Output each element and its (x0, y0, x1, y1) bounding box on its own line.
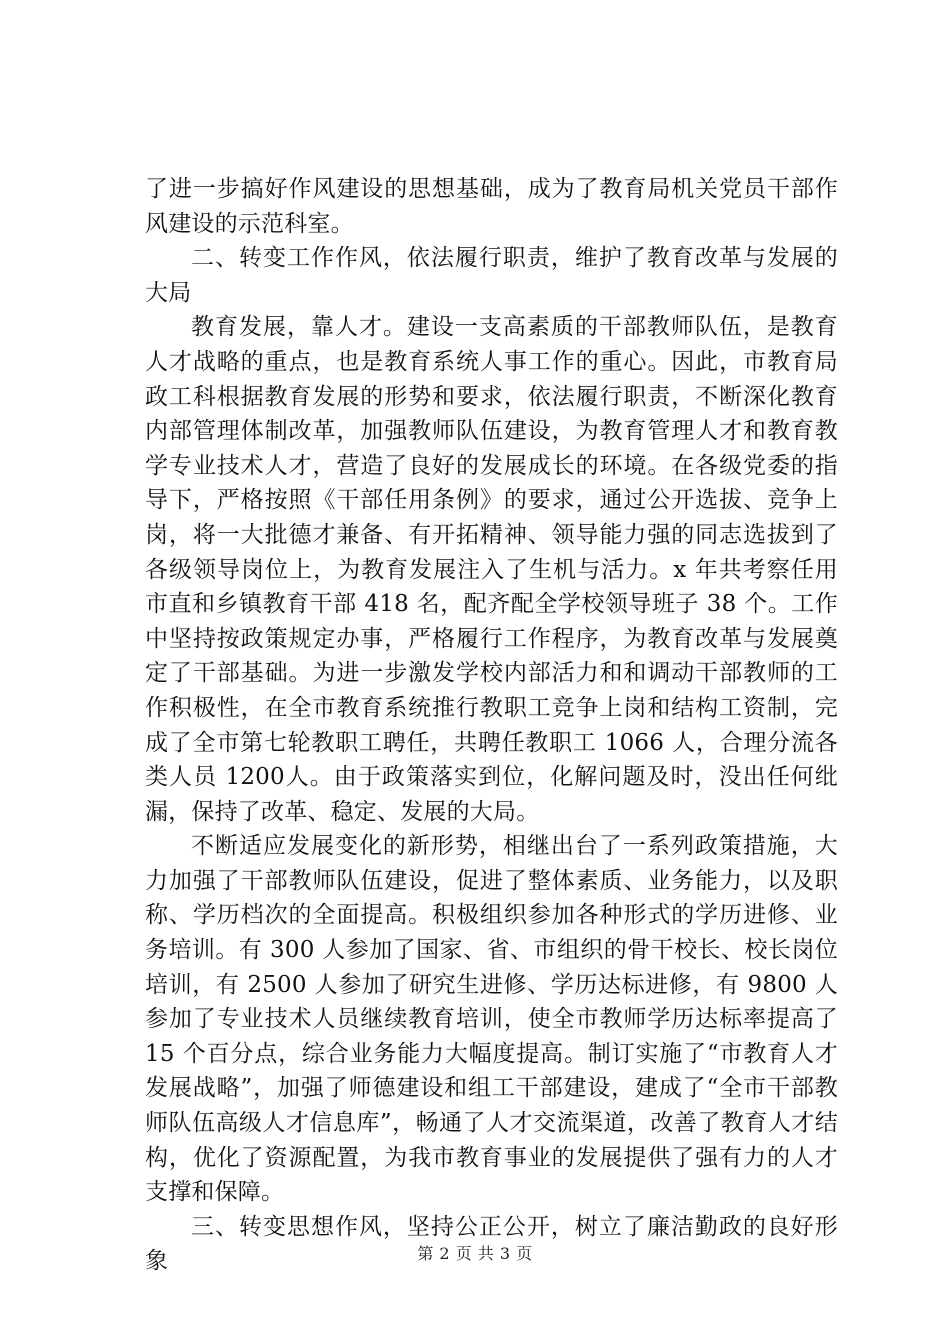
section-heading-3: 三、转变思想作风，坚持公正公开，树立了廉洁勤政的良好形象 (145, 1213, 838, 1275)
section-heading-2: 二、转变工作作风，依法履行职责，维护了教育改革与发展的大局 (145, 245, 838, 306)
page-footer: 第 2 页 共 3 页 (417, 1244, 533, 1263)
paragraph-training: 不断适应发展变化的新形势，相继出台了一系列政策措施，大力加强了干部教师队伍建设，促进了整体素质、业务能力，以及职称、学历档次的全面提高。积极组织参加各种形式的学历进修、业务培训。有 300 人参加了国家、省、市组织的骨干校长、校长岗位培训，有 2500 人参加了研究生进修、学历达标进修，有 9800 人参加了专业技术人员继续教育培训，使全市教师学历达标率提高了 15 个百分点，综合业务能力大幅度提高。制订实施了“市教育人才发展战略”，加强了师德建设和组工干部建设，建成了“全市干部教师队伍高级人才信息库”，畅通了人才交流渠道，改善了教育人才结构，优化了资源配置，为我市教育事业的发展提供了强有力的人才支撑和保障。 (145, 833, 838, 1206)
document-body (145, 172, 838, 1279)
paragraph-continuation: 了进一步搞好作风建设的思想基础，成为了教育局机关党员干部作风建设的示范科室。 (145, 176, 838, 237)
paragraph-talent: 教育发展，靠人才。建设一支高素质的干部教师队伍，是教育人才战略的重点，也是教育系统人事工作的重心。因此，市教育局政工科根据教育发展的形势和要求，依法履行职责，不断深化教育内部管理体制改革，加强教师队伍建设，为教育管理人才和教育教学专业技术人才，营造了良好的发展成长的环境。在各级党委的指导下，严格按照《干部任用条例》的要求，通过公开选拔、竞争上岗，将一大批德才兼备、有开拓精神、领导能力强的同志选拔到了各级领导岗位上，为教育发展注入了生机与活力。x 年共考察任用市直和乡镇教育干部 418 名，配齐配全学校领导班子 38 个。工作中坚持按政策规定办事，严格履行工作程序，为教育改革与发展奠定了干部基础。为进一步激发学校内部活力和和调动干部教师的工作积极性，在全市教育系统推行教职工竞争上岗和结构工资制，完成了全市第七轮教职工聘任，共聘任教职工 1066 人，合理分流各类人员 1200人。由于政策落实到位，化解问题及时，没出任何纰漏，保持了改革、稳定、发展的大局。 (145, 314, 838, 825)
